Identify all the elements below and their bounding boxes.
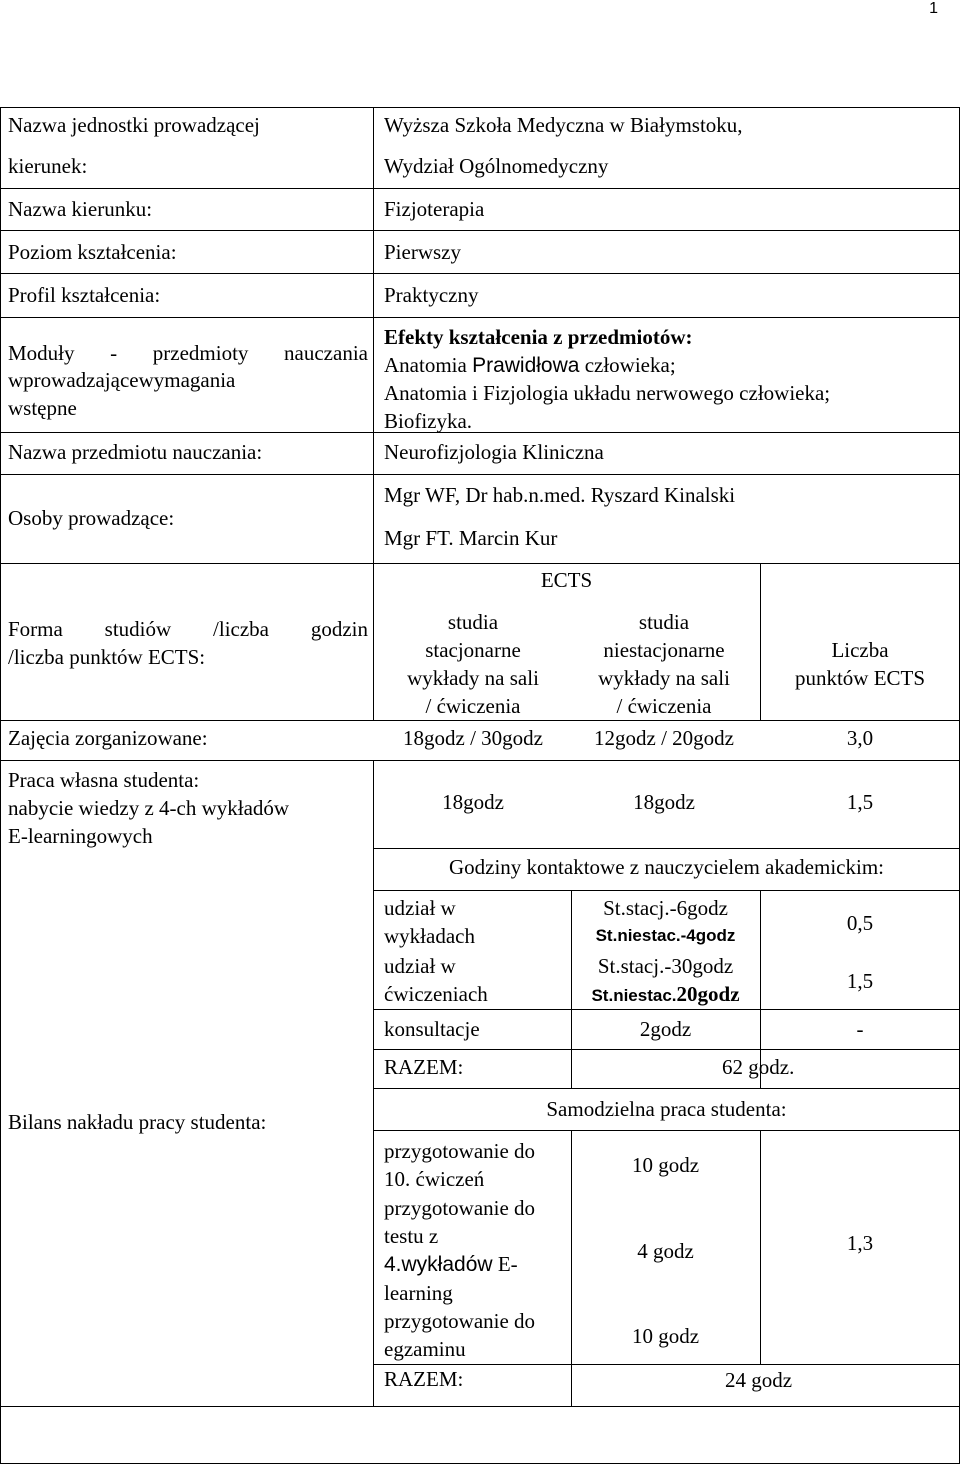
- self-work-ects: 1,3: [846, 1231, 874, 1255]
- organized-label: Zajęcia zorganizowane:: [8, 726, 208, 750]
- stationary-header-3: wykłady na sali: [407, 666, 539, 690]
- lectures-nonstationary: St.niestac.-4godz: [595, 926, 736, 945]
- nonstationary-header-4: / ćwiczenia: [616, 694, 712, 718]
- prep-test-value: 4 godz: [637, 1239, 694, 1263]
- prep-exam-label-2: egzaminu: [384, 1337, 466, 1361]
- own-work-nonstationary: 18godz: [633, 790, 695, 814]
- balance-label: Bilans nakładu pracy studenta:: [8, 1110, 267, 1134]
- exercises-nonstationary: St.niestac.20godz: [591, 982, 740, 1006]
- prep-test-label-1: przygotowanie do: [384, 1196, 536, 1220]
- exercises-label-1: udział w: [384, 954, 456, 978]
- prep-exam-value: 10 godz: [631, 1324, 700, 1348]
- stationary-header-1: studia: [447, 610, 499, 634]
- self-total-value: 24 godz: [725, 1368, 793, 1392]
- consultation-ects: -: [856, 1017, 864, 1041]
- unit-value-line2: Wydział Ogólnomedyczny: [384, 154, 609, 178]
- modules-heading: Efekty kształcenia z przedmiotów:: [384, 325, 693, 349]
- unit-label-line1: Nazwa jednostki prowadzącej: [8, 113, 260, 137]
- consultation-value: 2godz: [639, 1017, 692, 1041]
- own-work-label-line1: Praca własna studenta:: [8, 768, 200, 792]
- form-label-line2: /liczba punktów ECTS:: [8, 645, 206, 669]
- subject-value: Neurofizjologia Kliniczna: [384, 440, 604, 464]
- modules-item-3: Biofizyka.: [384, 409, 473, 433]
- organized-nonstationary: 12godz / 20godz: [594, 726, 734, 750]
- nonstationary-header-1: studia: [638, 610, 690, 634]
- ects-header: ECTS: [540, 568, 593, 592]
- unit-label-line2: kierunek:: [8, 154, 88, 178]
- persons-label: Osoby prowadzące:: [8, 506, 175, 530]
- modules-label-line3: wstępne: [8, 396, 77, 420]
- nonstationary-header-2: niestacjonarne: [603, 638, 725, 662]
- profile-value: Praktyczny: [384, 283, 479, 307]
- contact-hours-header: Godziny kontaktowe z nauczycielem akademickim:: [448, 855, 884, 879]
- prep-exam-label-1: przygotowanie do: [384, 1309, 536, 1333]
- ects-points-header-2: punktów ECTS: [794, 666, 926, 690]
- own-work-label-line2: nabycie wiedzy z 4-ch wykładów: [8, 796, 290, 820]
- modules-label-line1: Moduły - przedmioty nauczania: [8, 341, 368, 365]
- consultation-label: konsultacje: [384, 1017, 480, 1041]
- prep-exercises-value: 10 godz: [631, 1153, 700, 1177]
- form-label-line1: Forma studiów /liczba godzin: [8, 617, 368, 641]
- persons-value-line1: Mgr WF, Dr hab.n.med. Ryszard Kinalski: [384, 483, 736, 507]
- own-work-ects: 1,5: [846, 790, 874, 814]
- prep-exercises-label-1: przygotowanie do: [384, 1139, 536, 1163]
- exercises-label-2: ćwiczeniach: [384, 982, 488, 1006]
- field-label: Nazwa kierunku:: [8, 197, 153, 221]
- ects-points-header-1: Liczba: [831, 638, 889, 662]
- prep-exercises-label-2: 10. ćwiczeń: [384, 1167, 485, 1191]
- modules-item-2: Anatomia i Fizjologia układu nerwowego człowieka;: [384, 381, 831, 405]
- lectures-stationary: St.stacj.-6godz: [603, 896, 728, 920]
- nonstationary-header-3: wykłady na sali: [598, 666, 730, 690]
- prep-test-label-2: testu z: [384, 1224, 439, 1248]
- level-label: Poziom kształcenia:: [8, 240, 177, 264]
- modules-label-line2: wprowadzającewymagania: [8, 368, 236, 392]
- field-value: Fizjoterapia: [384, 197, 485, 221]
- own-work-stationary: 18godz: [442, 790, 504, 814]
- prep-test-label-3: 4.wykładów E-: [384, 1252, 518, 1276]
- own-work-label-line3: E-learningowych: [8, 824, 153, 848]
- profile-label: Profil kształcenia:: [8, 283, 161, 307]
- subject-label: Nazwa przedmiotu nauczania:: [8, 440, 263, 464]
- exercises-stationary: St.stacj.-30godz: [597, 954, 734, 978]
- lectures-label-1: udział w: [384, 896, 456, 920]
- lectures-label-2: wykładach: [384, 924, 475, 948]
- organized-stationary: 18godz / 30godz: [403, 726, 543, 750]
- self-work-header: Samodzielna praca studenta:: [546, 1097, 787, 1121]
- self-total-label: RAZEM:: [384, 1367, 464, 1391]
- contact-total-label: RAZEM:: [384, 1055, 464, 1079]
- page-number: 1: [929, 0, 938, 17]
- prep-test-label-4: learning: [384, 1281, 453, 1305]
- modules-item-1: Anatomia Prawidłowa człowieka;: [384, 353, 676, 377]
- organized-ects: 3,0: [846, 726, 874, 750]
- unit-value-line1: Wyższa Szkoła Medyczna w Białymstoku,: [384, 113, 743, 137]
- lectures-ects: 0,5: [846, 911, 874, 935]
- persons-value-line2: Mgr FT. Marcin Kur: [384, 526, 558, 550]
- stationary-header-4: / ćwiczenia: [425, 694, 521, 718]
- stationary-header-2: stacjonarne: [425, 638, 521, 662]
- level-value: Pierwszy: [384, 240, 461, 264]
- contact-total-value: 62 godz.: [722, 1055, 795, 1079]
- exercises-ects: 1,5: [846, 969, 874, 993]
